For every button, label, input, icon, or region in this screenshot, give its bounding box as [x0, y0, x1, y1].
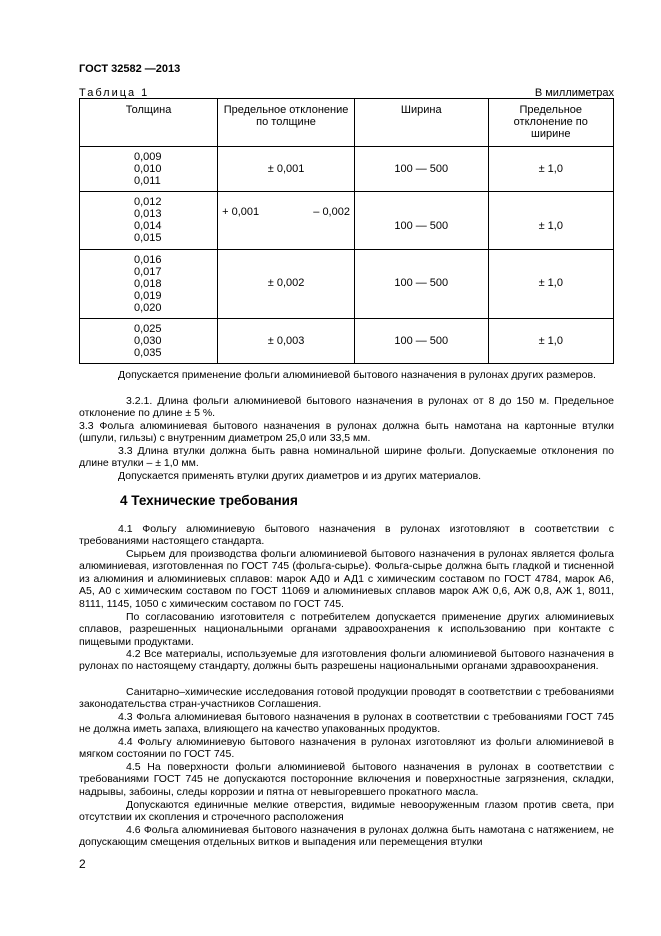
width-deviation-cell: ± 1,0 — [488, 192, 613, 250]
paragraph-sanitary: Санитарно–химические исследования готовой продукции проводят в соответствии с требованиями законодательства стран-участников Соглашения. — [79, 686, 614, 711]
thickness-cell — [80, 319, 218, 364]
thickness-value: 0,011 — [134, 175, 161, 187]
spec-table — [79, 98, 614, 364]
paragraph-3-3-length: 3.3 Длина втулки должна быть равна номинальной ширине фольги. Допускаемые отклонения по длине втулки – ± 1,0 мм. — [79, 445, 614, 470]
table-row — [80, 250, 614, 319]
deviation-minus: – 0,002 — [313, 206, 350, 218]
thickness-value: 0,013 — [134, 208, 162, 220]
paragraph-4-5: 4.5 На поверхности фольги алюминиевой бытового назначения в рулонах в соответствии с требованиями ГОСТ 745 не допускаются посторонние включения и поверхностные загрязнения, складки, надрывы, забоины, следы коррозии и пятна от невыгоревшего прокатного масла. — [79, 761, 614, 798]
thickness-value: 0,018 — [134, 278, 162, 290]
table-row — [80, 319, 614, 364]
thickness-deviation-cell: ± 0,002 — [218, 250, 355, 319]
table-header-row — [80, 99, 614, 147]
paragraph-3-3-core: 3.3 Фольга алюминиевая бытового назначения в рулонах должна быть намотана на картонные втулки (шпули, гильзы) с внутренним диаметром 25,0 или 33,5 мм. — [79, 420, 614, 445]
thickness-cell — [80, 192, 218, 250]
width-cell: 100 — 500 — [354, 250, 488, 319]
paragraph-4-2: 4.2 Все материалы, используемые для изготовления фольги алюминиевой бытового назначения в рулонах по настоящему стандарту, должны быть разрешены национальными органами здравоохранения. — [79, 648, 614, 673]
thickness-deviation-cell — [218, 192, 355, 250]
thickness-value: 0,020 — [134, 302, 162, 314]
section-heading: 4 Технические требования — [120, 493, 298, 508]
thickness-value: 0,012 — [134, 196, 162, 208]
width-cell: 100 — 500 — [354, 147, 488, 192]
paragraph-3-2-1: 3.2.1. Длина фольги алюминиевой бытового назначения в рулонах от 8 до 150 м. Предельное отклонение по длине ± 5 %. — [79, 395, 614, 420]
thickness-value: 0,010 — [134, 163, 162, 175]
thickness-cell — [80, 147, 218, 192]
width-deviation-cell: ± 1,0 — [488, 319, 613, 364]
width-cell: 100 — 500 — [354, 319, 488, 364]
thickness-value: 0,019 — [134, 290, 162, 302]
paragraph-agreement: По согласованию изготовителя с потребителем допускается применение других алюминиевых сплавов, разрешенных национальными органами здравоохранения к использованию при контакте с пищевыми продуктами. — [79, 611, 614, 648]
table-row — [80, 192, 614, 250]
thickness-value: 0,030 — [134, 335, 162, 347]
thickness-value: 0,025 — [134, 323, 162, 335]
paragraph-4-3: 4.3 Фольга алюминиевая бытового назначения в рулонах в соответствии с требованиями ГОСТ 745 не должна иметь запаха, влияющего на качество упакованных продуктов. — [79, 711, 614, 736]
thickness-value: 0,015 — [134, 232, 162, 244]
paragraph-4-6: 4.6 Фольга алюминиевая бытового назначения в рулонах должна быть намотана с натяжением, не допускающим смещения отдельных витков и выпадения или перемещения втулки — [79, 824, 614, 849]
thickness-value: 0,035 — [134, 347, 162, 359]
paragraph-raw-material: Сырьем для производства фольги алюминиевой бытового назначения в рулонах является фольга алюминиевая, изготовленная по ГОСТ 745 (фольга-сырье). Фольга-сырье должна быть гладкой и тисненной из алюминия и алюминиевых сплавов: марок АД0 и АД1 с химическим составом по ГОСТ 4784, марок А6, А5, А0 с химическим составом по ГОСТ 11069 и алюминиевых сплавов марок АЖ 0,6, АЖ 0,8, АЖ 1, 8011, 8111, 1145, 1050 с химическим составом по ГОСТ 745. — [79, 548, 614, 610]
width-cell: 100 — 500 — [354, 192, 488, 250]
table-row — [80, 147, 614, 192]
paragraph-other-cores: Допускается применять втулки других диаметров и из других материалов. — [118, 470, 482, 482]
paragraph-other-sizes: Допускается применение фольги алюминиевой бытового назначения в рулонах других размеров. — [118, 369, 596, 381]
thickness-cell — [80, 250, 218, 319]
thickness-value: 0,016 — [134, 254, 162, 266]
col-thickness-deviation-header: Предельное отклонение по толщине — [218, 99, 355, 147]
thickness-deviation-cell: ± 0,003 — [218, 319, 355, 364]
page-number: 2 — [79, 857, 86, 871]
thickness-value: 0,014 — [134, 220, 162, 232]
col-width-deviation-header: Предельное отклонение по ширине — [488, 99, 613, 147]
thickness-value: 0,017 — [134, 266, 162, 278]
paragraph-4-1: 4.1 Фольгу алюминиевую бытового назначения в рулонах изготовляют в соответствии с требованиями настоящего стандарта. — [79, 523, 614, 548]
col-width-header: Ширина — [354, 99, 488, 147]
units-note: В миллиметрах — [534, 87, 614, 99]
thickness-deviation-cell: ± 0,001 — [218, 147, 355, 192]
deviation-plus: + 0,001 — [222, 206, 260, 218]
paragraph-4-4: 4.4 Фольгу алюминиевую бытового назначения в рулонах изготовляют из фольги алюминиевой в мягком состоянии по ГОСТ 745. — [79, 736, 614, 761]
col-thickness-header: Толщина — [80, 99, 218, 147]
document-code: ГОСТ 32582 —2013 — [79, 63, 181, 75]
width-deviation-cell: ± 1,0 — [488, 147, 613, 192]
paragraph-holes: Допускаются единичные мелкие отверстия, видимые невооруженным глазом против света, при отсутствии их скопления и строчечного расположения — [79, 799, 614, 824]
width-deviation-cell: ± 1,0 — [488, 250, 613, 319]
table-caption: Таблица 1 — [79, 87, 150, 99]
thickness-value: 0,009 — [134, 151, 162, 163]
